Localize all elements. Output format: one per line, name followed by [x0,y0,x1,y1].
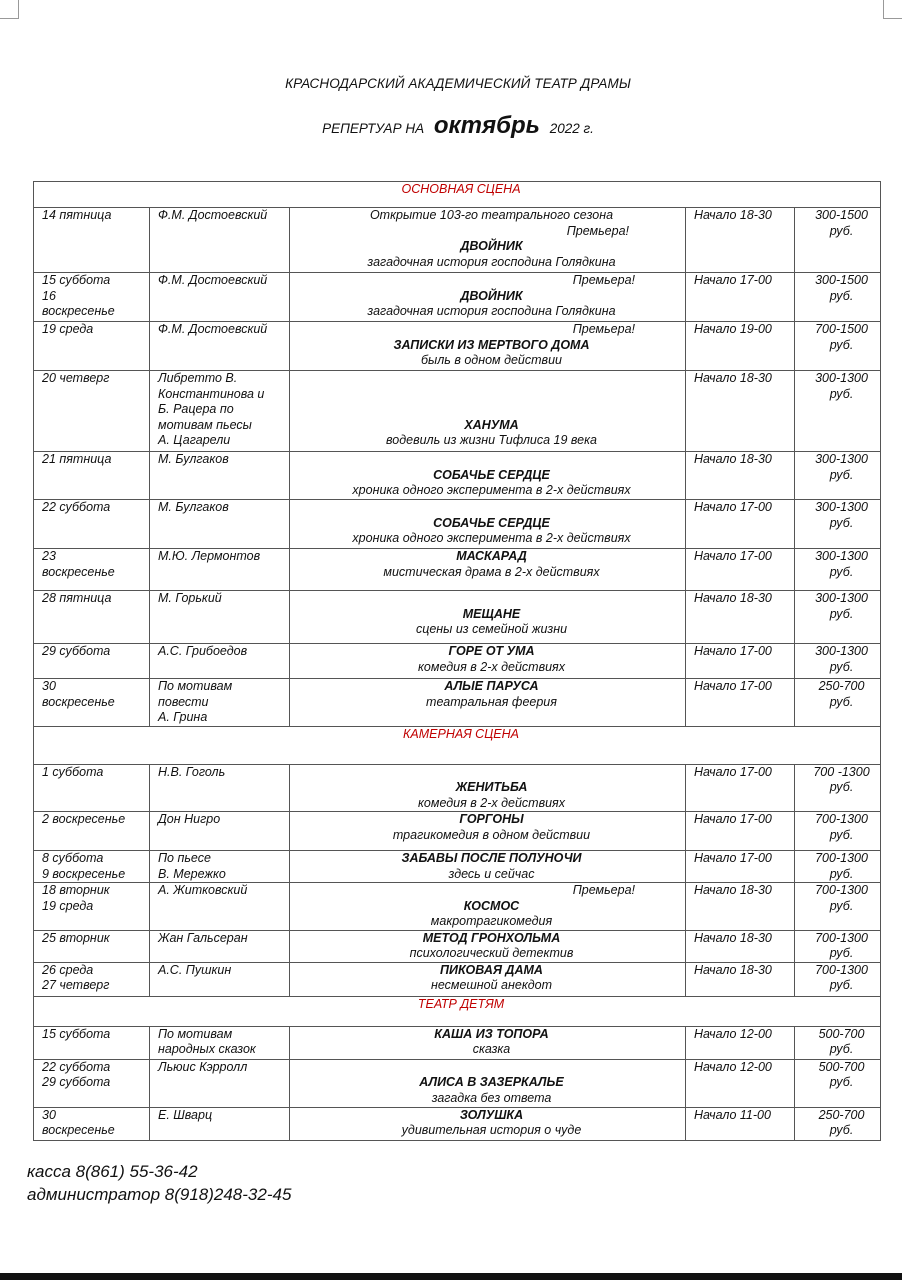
show-description: мистическая драма в 2-х действиях [383,564,600,579]
theatre-title: КРАСНОДАРСКИЙ АКАДЕМИЧЕСКИЙ ТЕАТР ДРАМЫ [285,76,631,91]
date-line: 29 суббота [42,1075,111,1089]
author-cell [150,764,290,812]
show-cell [290,812,686,851]
price-line: 300-1300 [815,644,868,658]
price-line: 250-700 [818,1107,865,1122]
date-line: 1 суббота [42,764,104,779]
show-cell [290,679,686,727]
start-time: Начало 17-00 [686,851,795,883]
price-line: руб. [829,564,854,579]
author-line: В. Мережко [158,866,226,881]
author-cell [150,1026,290,1059]
author-line: М. Булгаков [158,500,229,514]
show-description: хроника одного эксперимента в 2-х действиях [352,531,631,545]
author-cell [150,549,290,591]
date-cell [34,851,150,883]
author-line: М. Горький [158,591,222,605]
section-row [34,996,881,1026]
date-line: 27 четверг [42,978,110,992]
date-cell [34,371,150,452]
start-time: Начало 17-00 [686,644,795,679]
price-line: 700-1300 [815,962,868,977]
show-description: хроника одного эксперимента в 2-х действиях [352,483,631,497]
date-line: 22 суббота [42,500,111,514]
show-description: водевиль из жизни Тифлиса 19 века [386,433,597,447]
price-line: 700 -1300 [813,764,870,779]
table-row [34,812,881,851]
spacer [298,500,685,516]
author-cell [150,273,290,322]
show-title: МАСКАРАД [456,549,527,563]
price-cell [795,322,881,371]
date-line: 19 среда [42,898,94,913]
show-cell [290,764,686,812]
author-line: А.С. Грибоедов [158,644,248,658]
page-corner-right [883,0,902,19]
author-line: Льюис Кэрролл [158,1059,248,1074]
start-time: Начало 18-30 [686,930,795,962]
price-line: руб. [829,780,854,794]
start-time: Начало 17-00 [686,764,795,812]
show-description: комедия в 2-х действиях [418,795,565,810]
date-line: 22 суббота [42,1059,111,1074]
author-line: Ф.М. Достоевский [158,208,268,222]
price-line: 700-1300 [815,883,868,897]
premiere-badge: Премьера! [572,883,635,897]
author-line: Е. Шварц [158,1107,213,1122]
author-line: Константинова и [158,386,265,401]
price-cell [795,764,881,812]
date-cell [34,679,150,727]
page-corner-left [0,0,19,19]
start-time: Начало 11-00 [686,1107,795,1140]
author-cell [150,644,290,679]
show-description: макротрагикомедия [430,914,553,928]
premiere-badge: Премьера! [572,273,635,287]
date-line: 18 вторник [42,883,110,897]
date-cell [34,644,150,679]
repertoire-body [34,182,881,1141]
price-line: 300-1500 [815,208,868,222]
start-time: Начало 17-00 [686,273,795,322]
price-line: 500-700 [818,1059,865,1074]
table-row [34,1107,881,1140]
author-line: Ф.М. Достоевский [158,322,268,336]
table-row [34,549,881,591]
show-cell [290,1059,686,1107]
price-line: руб. [829,978,854,992]
table-row [34,591,881,644]
author-line: мотивам пьесы [158,417,252,432]
date-line: воскресенье [42,694,115,709]
price-cell [795,851,881,883]
date-line: 19 среда [42,322,94,336]
author-line: По мотивам [158,679,233,693]
table-row [34,1026,881,1059]
show-cell [290,322,686,371]
price-cell [795,930,881,962]
price-line: руб. [829,898,854,913]
author-line: А. Грина [158,710,208,724]
start-time: Начало 18-30 [686,591,795,644]
price-line: 700-1300 [815,812,868,826]
show-title: ЗАБАВЫ ПОСЛЕ ПОЛУНОЧИ [401,851,582,865]
date-cell [34,764,150,812]
date-line: 2 воскресенье [42,812,126,826]
author-line: Б. Рацера по [158,402,234,416]
table-row [34,962,881,996]
author-cell [150,1059,290,1107]
price-line: 300-1300 [815,452,868,466]
show-title: ДВОЙНИК [460,288,523,303]
price-line: руб. [829,515,854,530]
spacer [298,402,685,418]
author-line: М.Ю. Лермонтов [158,549,261,563]
price-cell [795,208,881,273]
show-cell [290,883,686,931]
premiere-badge: Премьера! [566,223,629,238]
price-cell [795,452,881,500]
table-row [34,764,881,812]
price-line: руб. [829,337,854,352]
date-line: 30 [42,1107,56,1122]
section-title-chamber: КАМЕРНАЯ СЦЕНА [34,726,881,764]
date-line: 28 пятница [42,591,112,605]
show-title: СОБАЧЬЕ СЕРДЦЕ [433,467,550,482]
date-cell [34,591,150,644]
table-row [34,452,881,500]
spacer [298,765,685,781]
repertoire-table [33,181,881,1141]
date-line: 26 среда [42,962,94,977]
table-row [34,679,881,727]
price-line: 500-700 [818,1026,865,1041]
show-title: МЕЩАНЕ [462,606,521,621]
price-line: руб. [829,288,854,303]
repertoire-year: 2022 г. [549,121,594,136]
date-cell [34,962,150,996]
date-line: 9 воскресенье [42,866,126,881]
contacts [27,1160,291,1206]
table-row [34,208,881,273]
table-row [34,930,881,962]
price-line: 700-1300 [815,851,868,865]
table-row [34,322,881,371]
date-cell [34,273,150,322]
start-time: Начало 17-00 [686,679,795,727]
show-title: АЛЫЕ ПАРУСА [444,679,539,693]
date-line: 23 [42,549,56,563]
show-title: СОБАЧЬЕ СЕРДЦЕ [433,515,550,530]
date-cell [34,883,150,931]
author-cell [150,500,290,549]
price-line: 300-1300 [815,591,868,605]
price-line: руб. [829,1075,854,1089]
price-cell [795,962,881,996]
administrator-phone: администратор 8(918)248-32-45 [27,1185,292,1204]
show-cell [290,930,686,962]
price-cell [795,371,881,452]
author-cell [150,930,290,962]
date-line: 8 суббота [42,851,104,865]
show-cell [290,273,686,322]
price-line: 250-700 [818,679,865,693]
show-cell [290,591,686,644]
author-cell [150,591,290,644]
author-line: Жан Гальсеран [158,930,248,945]
show-description: несмешной анекдот [430,978,553,992]
price-line: 300-1300 [815,371,868,385]
show-title: МЕТОД ГРОНХОЛЬМА [422,930,561,945]
author-line: А. Цагарели [158,433,231,447]
start-time: Начало 12-00 [686,1026,795,1059]
price-cell [795,591,881,644]
show-cell [290,962,686,996]
start-time: Начало 18-30 [686,962,795,996]
price-line: руб. [829,606,854,621]
show-title: КОСМОС [463,898,520,913]
price-cell [795,679,881,727]
date-line: 21 пятница [42,452,112,466]
show-title: ГОРЕ ОТ УМА [448,644,535,658]
start-time: Начало 17-00 [686,500,795,549]
author-line: Либретто В. [158,371,238,385]
date-cell [34,930,150,962]
price-cell [795,883,881,931]
date-line: 15 суббота [42,273,111,287]
price-cell [795,1107,881,1140]
author-line: А. Житковский [158,883,248,897]
date-cell [34,1026,150,1059]
author-cell [150,883,290,931]
author-line: Дон Нигро [158,812,221,826]
author-line: народных сказок [158,1042,256,1056]
show-cell [290,1026,686,1059]
show-title: ГОРГОНЫ [459,812,524,826]
table-row [34,644,881,679]
date-cell [34,812,150,851]
table-row [34,883,881,931]
show-cell [290,1107,686,1140]
price-cell [795,1026,881,1059]
price-line: руб. [829,694,854,709]
show-cell [290,644,686,679]
price-line: 300-1300 [815,549,868,563]
show-cell [290,208,686,273]
price-line: 300-1500 [815,273,868,287]
date-line: воскресенье [42,304,115,318]
price-line: руб. [829,827,854,842]
price-line: руб. [829,386,854,401]
price-line: руб. [829,659,854,674]
show-cell [290,452,686,500]
price-line: руб. [829,467,854,482]
date-line: 20 четверг [42,371,110,385]
date-line: 30 [42,679,56,693]
spacer [298,387,685,403]
price-cell [795,549,881,591]
bottom-bar [0,1273,902,1280]
price-line: 700-1500 [815,322,868,336]
date-line: 29 суббота [42,644,111,658]
show-description: комедия в 2-х действиях [418,659,565,674]
author-line: Н.В. Гоголь [158,764,226,779]
date-cell [34,1107,150,1140]
author-cell [150,208,290,273]
repertoire-heading [0,112,902,140]
spacer [298,1060,685,1076]
show-title: АЛИСА В ЗАЗЕРКАЛЬЕ [419,1075,564,1089]
show-description: психологический детектив [409,946,574,960]
date-cell [34,549,150,591]
author-cell [150,962,290,996]
section-row [34,182,881,208]
table-row [34,371,881,452]
price-line: руб. [829,866,854,881]
show-title: ДВОЙНИК [460,239,523,253]
show-cell [290,549,686,591]
premiere-badge: Премьера! [572,322,635,336]
repertoire-month: октябрь [433,112,540,139]
spacer [298,591,685,607]
date-line: 15 суббота [42,1026,111,1041]
date-line: 16 [42,288,56,303]
date-cell [34,208,150,273]
show-title: ХАНУМА [464,417,519,432]
start-time: Начало 19-00 [686,322,795,371]
price-line: руб. [829,1123,854,1137]
author-line: По мотивам [158,1026,233,1041]
price-cell [795,812,881,851]
show-cell [290,500,686,549]
table-row [34,500,881,549]
price-cell [795,273,881,322]
show-title: ЖЕНИТЬБА [455,780,528,794]
spacer [298,452,685,468]
repertoire-prefix: РЕПЕРТУАР НА [322,121,425,136]
author-line: М. Булгаков [158,452,229,466]
show-description: сказка [472,1042,511,1056]
author-cell [150,679,290,727]
author-cell [150,851,290,883]
show-title: ЗАПИСКИ ИЗ МЕРТВОГО ДОМА [393,337,590,352]
show-description: театральная феерия [426,694,557,709]
show-description: сцены из семейной жизни [415,622,568,636]
price-line: 300-1300 [815,500,868,514]
table-row [34,851,881,883]
date-line: 14 пятница [42,208,112,222]
date-line: 25 вторник [42,930,110,945]
price-cell [795,500,881,549]
show-description: быль в одном действии [421,353,562,367]
section-title-main: ОСНОВНАЯ СЦЕНА [34,182,881,208]
author-line: А.С. Пушкин [158,962,232,977]
spacer [298,371,685,387]
price-line: руб. [829,946,854,960]
author-cell [150,452,290,500]
section-title-children: ТЕАТР ДЕТЯМ [34,996,881,1026]
season-opening-note: Открытие 103-го театрального сезона [369,208,614,222]
show-description: здесь и сейчас [448,866,535,881]
show-description: удивительная история о чуде [401,1123,582,1137]
start-time: Начало 18-30 [686,208,795,273]
date-cell [34,322,150,371]
author-line: Ф.М. Достоевский [158,273,268,287]
author-line: По пьесе [158,851,211,865]
price-cell [795,1059,881,1107]
start-time: Начало 17-00 [686,812,795,851]
start-time: Начало 18-30 [686,371,795,452]
date-cell [34,500,150,549]
author-cell [150,322,290,371]
start-time: Начало 18-30 [686,452,795,500]
show-description: загадочная история господина Голядкина [367,254,616,269]
price-line: руб. [829,223,854,238]
show-title: ПИКОВАЯ ДАМА [440,962,543,977]
box-office-phone: касса 8(861) 55-36-42 [27,1162,198,1181]
date-line: воскресенье [42,564,115,579]
show-description: трагикомедия в одном действии [392,827,591,842]
price-line: руб. [829,1042,854,1056]
show-cell [290,851,686,883]
section-row [34,726,881,764]
show-description: загадка без ответа [431,1090,552,1105]
price-cell [795,644,881,679]
author-cell [150,1107,290,1140]
table-row [34,1059,881,1107]
date-line: воскресенье [42,1123,115,1137]
show-title: КАША ИЗ ТОПОРА [434,1026,549,1041]
table-row [34,273,881,322]
show-title: ЗОЛУШКА [459,1107,524,1122]
date-cell [34,1059,150,1107]
date-cell [34,452,150,500]
show-description: загадочная история господина Голядкина [367,304,616,318]
author-cell [150,371,290,452]
start-time: Начало 17-00 [686,549,795,591]
price-line: 700-1300 [815,930,868,945]
start-time: Начало 12-00 [686,1059,795,1107]
show-cell [290,371,686,452]
start-time: Начало 18-30 [686,883,795,931]
author-cell [150,812,290,851]
author-line: повести [158,694,209,709]
